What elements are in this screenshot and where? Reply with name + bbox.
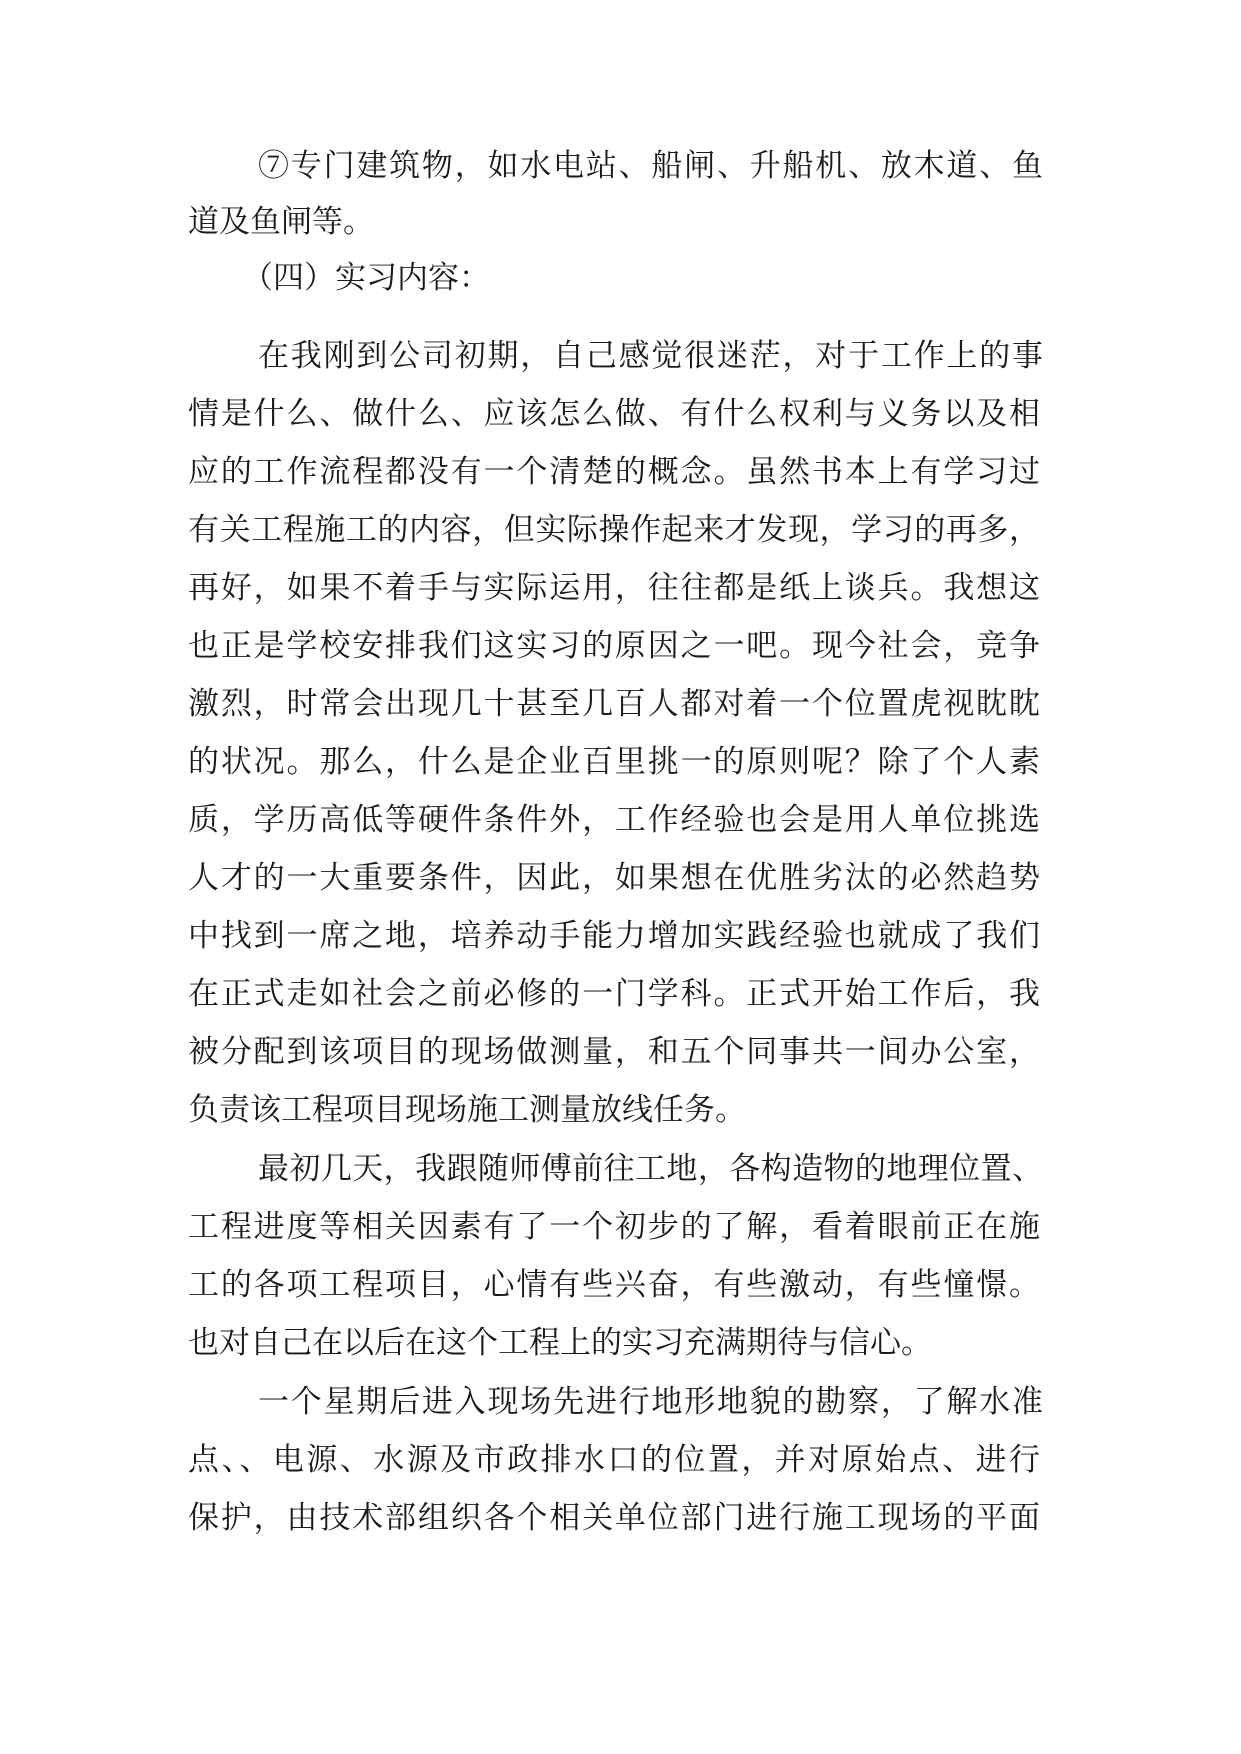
text-line: 道及鱼闸等。 xyxy=(188,204,374,240)
text-line: 也对自己在以后在这个工程上的实习充满期待与信心。 xyxy=(188,1325,932,1361)
text-line: 保护，由技术部组织各个相关单位部门进行施工现场的平面 xyxy=(188,1500,1040,1536)
text-line: 在我刚到公司初期，自己感觉很迷茫，对于工作上的事 xyxy=(258,338,1043,374)
text-line: 人才的一大重要条件，因此，如果想在优胜劣汰的必然趋势 xyxy=(188,860,1040,896)
text-line: 中找到一席之地，培养动手能力增加实践经验也就成了我们 xyxy=(188,918,1040,954)
text-line: 一个星期后进入现场先进行地形地貌的勘察，了解水准 xyxy=(258,1384,1043,1420)
text-line: 也正是学校安排我们这实习的原因之一吧。现今社会，竞争 xyxy=(188,628,1040,664)
text-line: 有关工程施工的内容，但实际操作起来才发现，学习的再多， xyxy=(188,512,1040,548)
section-heading: （四）实习内容： xyxy=(242,260,490,296)
text-line: 被分配到该项目的现场做测量，和五个同事共一间办公室， xyxy=(188,1034,1040,1070)
text-line: 最初几天，我跟随师傅前往工地，各构造物的地理位置、 xyxy=(258,1151,1043,1187)
text-line: 在正式走如社会之前必修的一门学科。正式开始工作后，我 xyxy=(188,976,1040,1012)
text-line: 情是什么、做什么、应该怎么做、有什么权利与义务以及相 xyxy=(188,396,1040,432)
text-line: 工的各项工程项目，心情有些兴奋，有些激动，有些憧憬。 xyxy=(188,1267,1040,1303)
text-line: 点、、电源、水源及市政排水口的位置，并对原始点、进行 xyxy=(188,1442,1040,1478)
text-line: 激烈，时常会出现几十甚至几百人都对着一个位置虎视眈眈 xyxy=(188,686,1040,722)
text-line: 应的工作流程都没有一个清楚的概念。虽然书本上有学习过 xyxy=(188,454,1040,490)
text-line: ⑦专门建筑物，如水电站、船闸、升船机、放木道、鱼 xyxy=(258,148,1043,184)
text-line: 再好，如果不着手与实际运用，往往都是纸上谈兵。我想这 xyxy=(188,570,1040,606)
text-line: 工程进度等相关因素有了一个初步的了解，看着眼前正在施 xyxy=(188,1209,1040,1245)
text-line: 的状况。那么，什么是企业百里挑一的原则呢？除了个人素 xyxy=(188,744,1040,780)
text-line: 质，学历高低等硬件条件外，工作经验也会是用人单位挑选 xyxy=(188,802,1040,838)
text-line: 负责该工程项目现场施工测量放线任务。 xyxy=(188,1092,746,1128)
